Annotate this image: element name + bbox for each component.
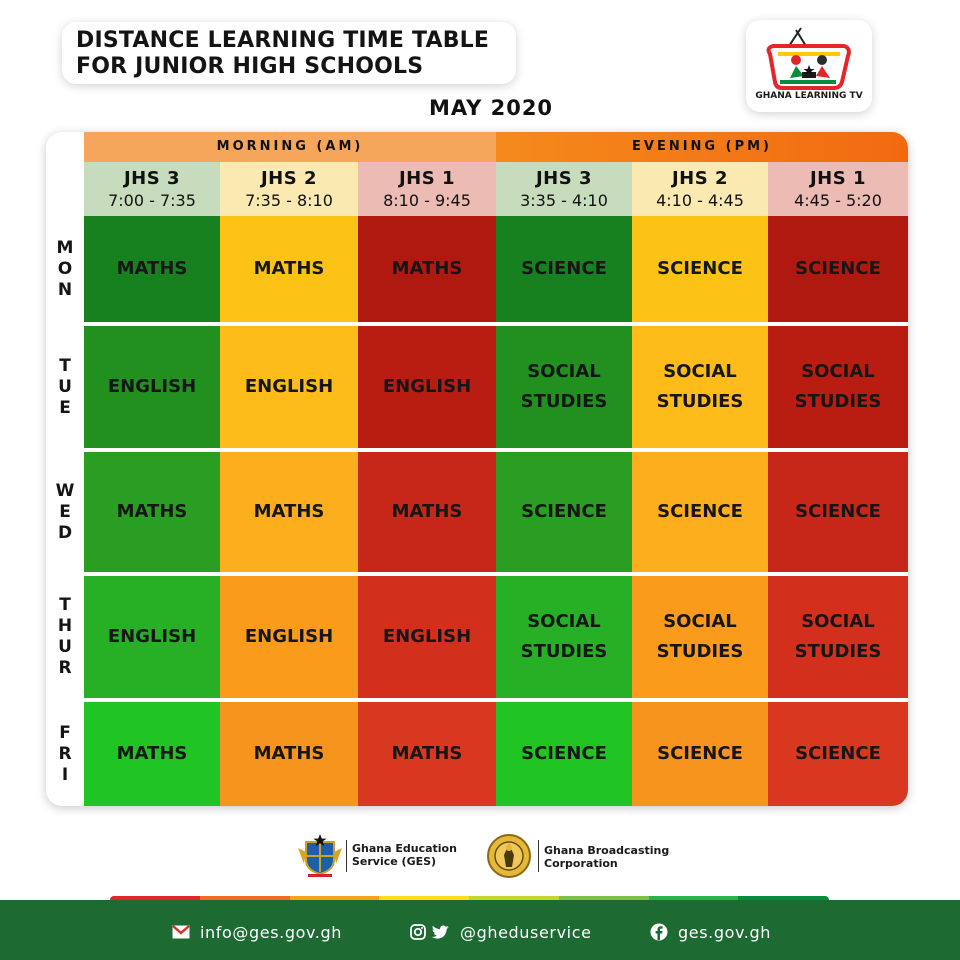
subject-cell	[632, 576, 768, 698]
column-grade: JHS 3	[535, 168, 593, 189]
subject-cell	[220, 702, 358, 806]
twitter-icon	[432, 925, 450, 940]
subject-cell	[358, 576, 496, 698]
subject-text: SOCIAL STUDIES	[520, 611, 608, 662]
subject-cell	[358, 452, 496, 572]
row-separator	[46, 698, 908, 702]
subject-text: ENGLISH	[244, 376, 334, 397]
subject-text: ENGLISH	[107, 626, 197, 647]
subject-text: MATHS	[391, 743, 463, 764]
column-grade: JHS 2	[260, 168, 318, 189]
day-label	[46, 326, 84, 448]
subject-cell	[220, 216, 358, 322]
subject-text: SCIENCE	[521, 258, 607, 279]
social-handle: @gheduservice	[460, 922, 592, 942]
column-header	[220, 162, 358, 216]
subject-text: MATHS	[116, 743, 188, 764]
day-row	[46, 326, 908, 448]
column-time: 4:45 - 5:20	[794, 191, 882, 210]
row-separator	[46, 448, 908, 452]
day-letter: E	[59, 397, 71, 418]
subject-cell	[496, 452, 632, 572]
subject-text: SCIENCE	[657, 743, 743, 764]
page-title-line-1: DISTANCE LEARNING TIME TABLE	[76, 28, 490, 53]
ges-organization	[296, 834, 466, 878]
day-label	[46, 216, 84, 322]
mail-icon	[172, 925, 190, 939]
email-text: info@ges.gov.gh	[200, 922, 342, 942]
day-letter: H	[57, 616, 73, 636]
website-text: ges.gov.gh	[678, 922, 771, 942]
day-label	[46, 702, 84, 806]
social-contact[interactable]	[410, 920, 592, 944]
subject-text: ENGLISH	[382, 376, 472, 397]
day-letter: D	[57, 522, 73, 543]
column-header	[496, 162, 632, 216]
gbc-organization	[486, 834, 676, 878]
column-grade: JHS 2	[671, 168, 729, 189]
email-contact[interactable]	[172, 920, 342, 944]
subject-cell	[84, 452, 220, 572]
day-letter: I	[61, 764, 69, 785]
subject-cell	[496, 216, 632, 322]
column-time: 3:35 - 4:10	[520, 191, 608, 210]
subject-cell	[358, 326, 496, 448]
page-title-line-2: FOR JUNIOR HIGH SCHOOLS	[76, 54, 424, 79]
column-header	[84, 162, 220, 216]
subject-text: SCIENCE	[657, 258, 743, 279]
subject-cell	[496, 576, 632, 698]
column-grade: JHS 1	[398, 168, 456, 189]
gbc-name: Ghana Broadcasting Corporation	[544, 844, 670, 870]
subject-text: SOCIAL STUDIES	[794, 611, 882, 662]
column-time: 4:10 - 4:45	[656, 191, 744, 210]
day-letter: T	[59, 595, 71, 615]
day-letter: F	[59, 722, 71, 743]
subject-cell	[632, 452, 768, 572]
subject-cell	[220, 326, 358, 448]
day-letter: U	[58, 376, 72, 397]
column-header	[768, 162, 908, 216]
instagram-icon	[410, 924, 426, 940]
subject-text: MATHS	[253, 501, 325, 522]
evening-band: EVENING (PM)	[496, 132, 908, 162]
month-heading: MAY 2020	[428, 96, 554, 120]
subject-cell	[220, 452, 358, 572]
subject-cell	[496, 326, 632, 448]
column-grade: JHS 3	[123, 168, 181, 189]
subject-text: SOCIAL STUDIES	[656, 611, 744, 662]
column-time: 7:35 - 8:10	[245, 191, 333, 210]
subject-text: ENGLISH	[382, 626, 472, 647]
logo-text: GHANA LEARNING TV	[755, 91, 863, 101]
subject-cell	[84, 576, 220, 698]
subject-cell	[632, 702, 768, 806]
subject-cell	[358, 216, 496, 322]
subject-cell	[496, 702, 632, 806]
subject-cell	[358, 702, 496, 806]
subject-cell	[84, 326, 220, 448]
subject-cell	[220, 576, 358, 698]
subject-text: ENGLISH	[244, 626, 334, 647]
divider	[346, 840, 347, 872]
subject-cell	[768, 576, 908, 698]
day-label	[46, 452, 84, 572]
day-letter: W	[55, 480, 75, 501]
subject-text: SCIENCE	[795, 501, 881, 522]
subject-text: MATHS	[116, 501, 188, 522]
website-contact[interactable]	[650, 920, 771, 944]
subject-text: SOCIAL STUDIES	[656, 361, 744, 412]
row-separator	[46, 572, 908, 576]
row-separator	[46, 322, 908, 326]
day-letter: T	[59, 355, 71, 376]
subject-cell	[632, 326, 768, 448]
column-header	[358, 162, 496, 216]
day-row	[46, 702, 908, 806]
day-row	[46, 576, 908, 698]
subject-cell	[768, 702, 908, 806]
day-letter: R	[58, 658, 72, 678]
subject-cell	[768, 216, 908, 322]
subject-cell	[768, 452, 908, 572]
ghana-coat-of-arms-icon	[296, 834, 344, 878]
subject-text: SCIENCE	[521, 501, 607, 522]
subject-cell	[632, 216, 768, 322]
day-row	[46, 216, 908, 322]
day-letter: M	[56, 237, 74, 258]
subject-cell	[84, 702, 220, 806]
column-time: 7:00 - 7:35	[108, 191, 196, 210]
subject-text: SOCIAL STUDIES	[520, 361, 608, 412]
subject-cell	[84, 216, 220, 322]
column-grade: JHS 1	[809, 168, 867, 189]
ges-name: Ghana Education Service (GES)	[352, 842, 457, 868]
subject-text: SOCIAL STUDIES	[794, 361, 882, 412]
day-letter: O	[57, 258, 73, 279]
morning-band: MORNING (AM)	[84, 132, 496, 162]
day-row	[46, 452, 908, 572]
subject-text: MATHS	[116, 258, 188, 279]
subject-text: ENGLISH	[107, 376, 197, 397]
divider	[538, 840, 539, 872]
title-card	[62, 22, 516, 84]
column-time: 8:10 - 9:45	[383, 191, 471, 210]
subject-text: MATHS	[253, 258, 325, 279]
subject-text: SCIENCE	[521, 743, 607, 764]
day-label	[46, 576, 84, 698]
day-letter: U	[58, 637, 72, 657]
day-letter: R	[58, 743, 72, 764]
subject-text: MATHS	[253, 743, 325, 764]
subject-text: MATHS	[391, 501, 463, 522]
facebook-icon	[650, 923, 668, 941]
day-letter: N	[57, 279, 73, 300]
subject-cell	[768, 326, 908, 448]
subject-text: SCIENCE	[795, 743, 881, 764]
column-header	[632, 162, 768, 216]
gbc-seal-icon	[486, 833, 532, 879]
timetable	[46, 132, 908, 806]
subject-text: MATHS	[391, 258, 463, 279]
subject-text: SCIENCE	[795, 258, 881, 279]
subject-text: SCIENCE	[657, 501, 743, 522]
day-letter: E	[59, 501, 71, 522]
